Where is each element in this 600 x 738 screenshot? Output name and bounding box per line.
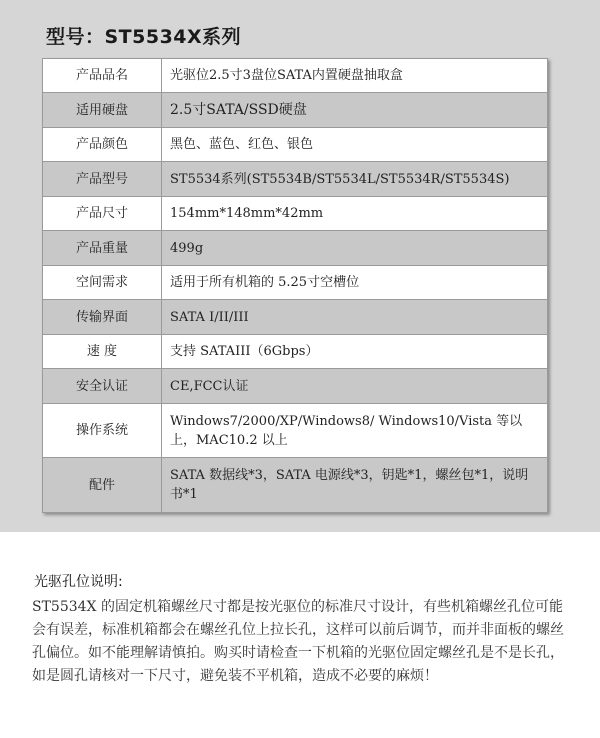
- row-value: 黑色、蓝色、红色、银色: [162, 128, 548, 162]
- row-value: 499g: [162, 231, 548, 266]
- row-label: 速 度: [43, 335, 162, 369]
- row-label: 空间需求: [43, 266, 162, 300]
- row-label: 配件: [43, 458, 162, 513]
- table-row: [43, 266, 548, 300]
- note-title: 光驱孔位说明:: [34, 574, 123, 590]
- row-value: SATA I/II/III: [162, 300, 548, 335]
- spec-table: [42, 58, 548, 513]
- table-row: [43, 369, 548, 404]
- note-body: ST5534X 的固定机箱螺丝尺寸都是按光驱位的标准尺寸设计，有些机箱螺丝孔位可能会有误差，标准机箱都会在螺丝孔位上拉长孔，这样可以前后调节，而并非面板的螺丝孔偏位。如不能理解请慎拍。购买时请检查一下机箱的光驱位固定螺丝孔是不是长孔，如是圆孔请核对一下尺寸，避免装不平机箱，造成不必要的麻烦！: [32, 599, 564, 684]
- row-label: 传输界面: [43, 300, 162, 335]
- row-label: 产品颜色: [43, 128, 162, 162]
- row-label: 安全认证: [43, 369, 162, 404]
- row-value: 支持 SATAIII（6Gbps）: [162, 335, 548, 369]
- row-value: CE,FCC认证: [162, 369, 548, 404]
- row-value: 2.5寸SATA/SSD硬盘: [162, 93, 548, 128]
- table-row: [43, 128, 548, 162]
- row-value: Windows7/2000/XP/Windows8/ Windows10/Vista 等以上，MAC10.2 以上: [162, 404, 548, 458]
- table-row: [43, 335, 548, 369]
- table-row: [43, 59, 548, 93]
- row-value: 光驱位2.5寸3盘位SATA内置硬盘抽取盒: [162, 59, 548, 93]
- table-row: [43, 197, 548, 231]
- row-value: SATA 数据线*3，SATA 电源线*3，钥匙*1，螺丝包*1，说明书*1: [162, 458, 548, 513]
- table-row: [43, 231, 548, 266]
- row-label: 产品型号: [43, 162, 162, 197]
- table-row: [43, 93, 548, 128]
- table-row: [43, 300, 548, 335]
- row-value: ST5534系列(ST5534B/ST5534L/ST5534R/ST5534S): [162, 162, 548, 197]
- row-label: 产品重量: [43, 231, 162, 266]
- table-row: [43, 162, 548, 197]
- table-row: [43, 404, 548, 458]
- table-row: [43, 458, 548, 513]
- row-value: 适用于所有机箱的 5.25寸空槽位: [162, 266, 548, 300]
- row-value: 154mm*148mm*42mm: [162, 197, 548, 231]
- row-label: 产品品名: [43, 59, 162, 93]
- row-label: 适用硬盘: [43, 93, 162, 128]
- page-title: 型号：ST5534X系列: [46, 26, 242, 48]
- row-label: 产品尺寸: [43, 197, 162, 231]
- row-label: 操作系统: [43, 404, 162, 458]
